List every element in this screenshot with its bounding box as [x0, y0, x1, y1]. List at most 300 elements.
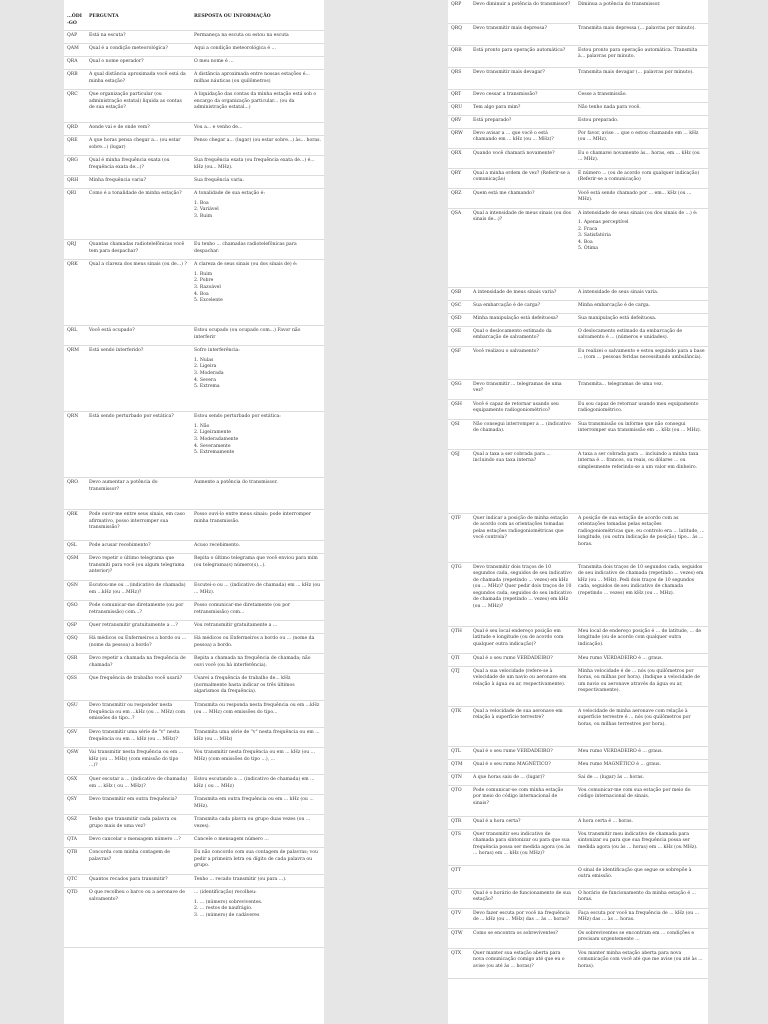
- answer-cell: [575, 0, 708, 23]
- answer-cell: [575, 419, 708, 449]
- question-text: Qual é o seu rumo VERDADEIRO?: [470, 746, 575, 759]
- table-body-right: [448, 0, 708, 978]
- answer-text: Escutei-o ou ... (indicativo de chamada) em ... kHz (ou ... MHz).: [194, 583, 321, 595]
- answer-cell: [575, 208, 708, 287]
- table-row: [448, 287, 708, 300]
- q-code: QSF: [448, 346, 470, 379]
- answer-text: Estou ocupado (ou ocupado com...) Favor não interferir: [194, 328, 301, 340]
- question-text: Quer indicar a posição de minha estação de acordo com as orientações tomadas pelas estações radiogoniométricas que você controla?: [470, 513, 575, 562]
- table-row: [448, 829, 708, 865]
- answer-text: Repita o último telegrama que você enviou para mim (ou telegrama(s) número(s)...).: [194, 556, 318, 568]
- table-row: [64, 795, 324, 815]
- table-body-left: [64, 31, 324, 948]
- answer-text: A velocidade de minha aeronave com relação à superfície terrestre é ... nós (ou quilômetros por horas, ou milhas terrestres por hora).: [578, 708, 691, 727]
- q-code: QAP: [64, 31, 86, 44]
- answer-text: Usarei a frequência de trabalho de... kHz (normalmente basta indicar os três últimos algarismos da frequência).: [194, 676, 295, 695]
- answer-cell: [575, 326, 708, 346]
- answer-cell: [575, 928, 708, 948]
- answer-cell: [575, 948, 708, 978]
- list-item: 1. Boa: [194, 200, 209, 206]
- list-item: 1. ... (número) sobreviventes.: [194, 899, 263, 905]
- answer-text: Vou a... e venho de...: [194, 125, 243, 131]
- question-text: Pode ouvir-me entre seus sinais, em caso afirmativo, posso interromper sua transmissão?: [86, 510, 191, 541]
- list-item: 3. Moderada: [194, 370, 224, 376]
- answer-cell: [191, 815, 324, 835]
- answer-text: É número ... (ou de acordo com qualquer indicação) (Referir-se a comunicação): [578, 170, 700, 183]
- answer-cell: [575, 816, 708, 829]
- question-text: Não consegui interromper a ... (indicativo de chamada).: [470, 419, 575, 449]
- answer-text: Permaneça na escuta ou estou na escuta: [194, 33, 289, 39]
- table-row: [64, 57, 324, 70]
- table-row: [64, 156, 324, 176]
- table-row: [448, 326, 708, 346]
- table-row: [448, 379, 708, 399]
- question-text: Quer escutar a ... (indicativo de chamada) em ... kHz ( ou ... MHz)?: [86, 775, 191, 795]
- table-row: [448, 115, 708, 128]
- question-text: Qual a velocidade de sua aeronave em relação à superfície terrestre?: [470, 706, 575, 746]
- list-item: 5. Extrema: [194, 384, 220, 390]
- answer-cell: [575, 45, 708, 67]
- question-text: A intensidade de meus sinais varia?: [470, 287, 575, 300]
- answer-cell: [575, 829, 708, 865]
- question-text: A qual distância aproximada você está da minha estação?: [86, 70, 191, 90]
- q-code: QRN: [64, 412, 86, 478]
- question-text: Está na escuta?: [86, 31, 191, 44]
- question-text: Há médicos ou Enfermeiros a bordo ou ... (nome da pessoa) a bordo?: [86, 634, 191, 654]
- question-text: Qual é o seu rumo VERDADEIRO?: [470, 653, 575, 666]
- q-code: QRC: [64, 90, 86, 123]
- answer-cell: [191, 346, 324, 412]
- q-code: QTN: [448, 772, 470, 785]
- answer-cell: [575, 379, 708, 399]
- list-item: 3. Ruim: [194, 213, 213, 219]
- answer-cell: [575, 449, 708, 513]
- q-code: QTL: [448, 746, 470, 759]
- question-text: Pode acusar recebimento?: [86, 541, 191, 554]
- answer-cell: [191, 70, 324, 90]
- answer-cell: [191, 674, 324, 701]
- table-row: [64, 875, 324, 888]
- question-text: [470, 865, 575, 888]
- answer-text: Minha velocidade é de ... nós (ou quilômetros por horas, ou milhas por hora). (Indique a velocidade de um navio ou aeronave através da água ou ar, respectivamente).: [578, 668, 700, 694]
- q-code: QSP: [64, 621, 86, 634]
- question-text: Devo diminuir a potência do transmissor?: [470, 0, 575, 23]
- answer-cell: [191, 775, 324, 795]
- question-text: Qual a sua velocidade (refere-se à velocidade de um navio ou aeronave em relação à água ou ar, respectivamente).: [470, 666, 575, 706]
- list-item: 4. Severa: [194, 377, 216, 383]
- header-answer: RESPOSTA OU INFORMAÇÃO: [191, 12, 324, 31]
- answer-text: Os sobreviventes se encontram em ... condições e precisam urgentemente ...: [578, 930, 695, 943]
- table-row: [64, 541, 324, 554]
- answer-cell: [191, 701, 324, 728]
- list-item: 2. Fraca: [578, 226, 598, 232]
- question-text: Devo transmitir em outra frequência?: [86, 795, 191, 815]
- q-code: QSH: [448, 399, 470, 419]
- q-code: QRP: [448, 0, 470, 23]
- table-row: [64, 31, 324, 44]
- q-code: QTA: [64, 835, 86, 848]
- table-row: [64, 44, 324, 57]
- table-row: [448, 313, 708, 326]
- answer-cell: [575, 759, 708, 772]
- table-row: [448, 148, 708, 168]
- answer-cell: [575, 399, 708, 419]
- table-header-row: [64, 12, 324, 31]
- answer-text: Cesse a transmissão.: [578, 91, 627, 97]
- table-row: [448, 67, 708, 89]
- answer-cell: [575, 772, 708, 785]
- answer-text: A tonalidade de sua estação é:: [194, 191, 265, 197]
- q-code: QRQ: [448, 23, 470, 45]
- q-code: QSA: [448, 208, 470, 287]
- list-item: 4. Boa: [578, 239, 593, 245]
- answer-cell: [191, 541, 324, 554]
- q-code: QTI: [448, 653, 470, 666]
- list-item: 5. Excelente: [194, 298, 223, 304]
- question-text: Qual é seu local endereço posição em latitude e longitude (ou de acordo com qualquer outra indicação)?: [470, 626, 575, 653]
- list-item: 3. ... (número) de cadáveres: [194, 912, 260, 918]
- list-item: 4. Boa: [194, 291, 209, 297]
- question-text: Qual é a hora certa?: [470, 816, 575, 829]
- q-code: QTX: [448, 948, 470, 978]
- q-code: QRU: [448, 102, 470, 115]
- answer-cell: [575, 562, 708, 626]
- q-code: QRY: [448, 168, 470, 188]
- answer-cell: [191, 136, 324, 156]
- table-row: [448, 948, 708, 978]
- answer-cell: [191, 478, 324, 510]
- table-row: [64, 478, 324, 510]
- answer-text: Sua frequência exata (ou frequência exata de...) é... kHz (ou... MHz).: [194, 158, 315, 170]
- q-code: QRR: [448, 45, 470, 67]
- answer-cell: [575, 666, 708, 706]
- q-code: QTV: [448, 908, 470, 928]
- q-code: QTU: [448, 888, 470, 908]
- question-text: Vai transmitir nesta frequência ou em ... kHz (ou ... MHz) (com emissão do tipo ...)?: [86, 748, 191, 775]
- q-code: QRD: [64, 123, 86, 136]
- document-page-right: [448, 0, 708, 1024]
- answer-scale-list: [194, 358, 321, 391]
- q-code: QRL: [64, 326, 86, 346]
- question-text: Devo transmitir mais depressa?: [470, 23, 575, 45]
- answer-cell: [191, 748, 324, 775]
- table-row: [64, 260, 324, 326]
- answer-text: Transmita dois traços de 10 segundos cada, seguidos de seu indicativo de chamada (repetindo ... vezes) em kHz (ou ... MHz). Pedi dois traços de 10 segundos cada, seguidos de seu indicativo de chamada (repetindo ... vezes) em kHz (ou ... MHz).: [578, 564, 704, 596]
- answer-text: Você está sendo chamado por ... em... kHz (ou ... MHz).: [578, 190, 692, 203]
- question-text: Qual é o seu rumo MAGNÉTICO?: [470, 759, 575, 772]
- list-item: 2. Ligeira: [194, 364, 217, 370]
- question-text: Devo cancelar o mensagem número ...?: [86, 835, 191, 848]
- answer-cell: [191, 31, 324, 44]
- answer-cell: [191, 875, 324, 888]
- question-text: Qual é a condição meteorológica?: [86, 44, 191, 57]
- table-row: [64, 621, 324, 634]
- answer-text: Transmita em outra frequência ou em ... kHz (ou ... MHz).: [194, 797, 314, 809]
- question-text: Está sendo interferido?: [86, 346, 191, 412]
- answer-cell: [575, 168, 708, 188]
- table-row: [64, 346, 324, 412]
- question-text: Quando você chamará novamente?: [470, 148, 575, 168]
- table-row: [448, 653, 708, 666]
- question-text: Que organização particular (ou administração estatal) liquida as contas de sua estação?: [86, 90, 191, 123]
- answer-text: Saí de ... (lugar) às ... horas.: [578, 774, 644, 780]
- answer-text: O meu nome é ...: [194, 59, 234, 65]
- question-text: Minha frequência varia?: [86, 176, 191, 189]
- answer-text: Estou sendo perturbado por estática:: [194, 414, 281, 420]
- list-item: 5. Extremamente: [194, 450, 235, 456]
- answer-text: Penso chegar a... (lugar) (ou estar sobre...) às... horas.: [194, 138, 321, 144]
- answer-text: A hora certa é ... horas.: [578, 818, 633, 824]
- question-text: Qual a intensidade de meus sinais (ou dos sinais de...)?: [470, 208, 575, 287]
- q-code-table-left: [64, 12, 324, 948]
- answer-text: Estou escutando a ... (indicativo de chamada) em ... kHz ( ou ... MHz): [194, 777, 315, 789]
- answer-text: ... (identificação) recolheu:: [194, 890, 257, 896]
- q-code: QSZ: [64, 815, 86, 835]
- answer-text: Sofro interferência:: [194, 348, 240, 354]
- q-code: QTH: [448, 626, 470, 653]
- answer-cell: [191, 621, 324, 634]
- q-code: QTB: [64, 848, 86, 875]
- q-code: QRO: [64, 478, 86, 510]
- table-row: [448, 208, 708, 287]
- q-code: QSX: [64, 775, 86, 795]
- q-code: QRX: [448, 148, 470, 168]
- table-row: [448, 562, 708, 626]
- q-code: QSD: [448, 313, 470, 326]
- table-row: [64, 412, 324, 478]
- answer-cell: [191, 510, 324, 541]
- question-text: Pode comunicar-me diretamente (ou por retransmissão) com...?: [86, 601, 191, 621]
- q-code: QRS: [448, 67, 470, 89]
- table-row: [448, 102, 708, 115]
- answer-text: Meu rumo VERDADEIRO é ... graus.: [578, 748, 663, 754]
- table-row: [448, 816, 708, 829]
- answer-cell: [575, 128, 708, 148]
- question-text: Devo repetir o último telegrama que transmiti para você (ou algum telegrama anterior)?: [86, 554, 191, 581]
- question-text: Quem está me chamando?: [470, 188, 575, 208]
- question-text: A que horas saiu de ... (lugar)?: [470, 772, 575, 785]
- q-code: QRJ: [64, 240, 86, 260]
- question-text: Sua embarcação é de carga?: [470, 300, 575, 313]
- table-row: [448, 626, 708, 653]
- table-row: [64, 601, 324, 621]
- answer-text: Posso ouvi-lo entre meus sinais: pode interromper minha transmissão.: [194, 512, 311, 524]
- question-text: Quantos recados para transmitir?: [86, 875, 191, 888]
- q-code: QTC: [64, 875, 86, 888]
- question-text: Que frequência de trabalho você usará?: [86, 674, 191, 701]
- answer-text: Eu sou capaz de retornar usando meu equipamento radiogoniométrico.: [578, 401, 699, 414]
- q-code: QSR: [64, 654, 86, 674]
- answer-text: Faça escuta por você na frequência de ... kHz (ou ... MHz) das ... às ... horas.: [578, 910, 700, 923]
- q-code: QSY: [64, 795, 86, 815]
- q-code: QRH: [64, 176, 86, 189]
- list-item: 5. Ótima: [578, 246, 599, 252]
- question-text: Devo avisar a ... que você o está chamando em ... kHz (ou ... MHz)?: [470, 128, 575, 148]
- answer-text: Acuso recebimento.: [194, 543, 241, 549]
- question-text: Devo transmitir ou responder nesta frequência ou em ...kHz (ou ... MHz) com emissões do tipo...?: [86, 701, 191, 728]
- table-row: [448, 346, 708, 379]
- table-row: [64, 654, 324, 674]
- question-text: Qual é minha frequência exata (ou frequência exata de...)?: [86, 156, 191, 176]
- answer-cell: [575, 908, 708, 928]
- answer-text: Transmita uma série de "v" nesta frequência ou em ... kHz (ou ... MHz): [194, 730, 320, 742]
- q-code: QTR: [448, 816, 470, 829]
- list-item: 1. Apenas perceptível: [578, 220, 629, 226]
- table-row: [64, 176, 324, 189]
- table-row: [64, 674, 324, 701]
- answer-cell: [191, 57, 324, 70]
- answer-cell: [191, 728, 324, 748]
- q-code: QSL: [64, 541, 86, 554]
- answer-text: Tenho ... recado transmitir (ou para ...).: [194, 877, 287, 883]
- q-code: QSG: [448, 379, 470, 399]
- answer-cell: [575, 89, 708, 102]
- answer-text: Transmita mais devagar (... palavras por minuto).: [578, 69, 694, 75]
- q-code: QRG: [64, 156, 86, 176]
- table-row: [448, 300, 708, 313]
- answer-text: Transmita mais depressa (... palavras por minuto).: [578, 25, 696, 31]
- answer-cell: [191, 412, 324, 478]
- table-row: [448, 908, 708, 928]
- answer-cell: [191, 326, 324, 346]
- question-text: Está preparado?: [470, 115, 575, 128]
- table-row: [64, 581, 324, 601]
- answer-text: Meu local de endereço posição é ... de latitude, ... de longitude (ou de acordo com qualquer outra indicação).: [578, 628, 702, 647]
- question-text: Tem algo para mim?: [470, 102, 575, 115]
- q-code: QSS: [64, 674, 86, 701]
- question-text: Tenho que transmitir cada palavra ou grupo mais de uma vez?: [86, 815, 191, 835]
- q-code: QSC: [448, 300, 470, 313]
- q-code: QSO: [64, 601, 86, 621]
- question-text: Está sendo perturbado por estática?: [86, 412, 191, 478]
- list-item: 2. Pobre: [194, 278, 214, 284]
- answer-cell: [575, 785, 708, 816]
- list-item: 2. Ligeiramente: [194, 430, 232, 436]
- answer-text: Vou transmitir nesta frequência ou em ... kHz (ou ... MHz) (com emissões do tipo ...), ...: [194, 750, 316, 762]
- q-code: QAM: [64, 44, 86, 57]
- list-item: 1. Ruim: [194, 271, 213, 277]
- question-text: Aonde vai e de onde vem?: [86, 123, 191, 136]
- q-code: QSE: [448, 326, 470, 346]
- answer-text: Eu o chamarei novamente às... horas, em ... kHz (ou ... MHz).: [578, 150, 700, 163]
- table-row: [64, 240, 324, 260]
- q-code-table-right: [448, 0, 708, 979]
- answer-text: Vou transmitir meu indicativo de chamada para sintonizar ou para que sua frequência possa ser medida agora (ou às ... horas) em ... kHz (ou MHz).: [578, 831, 698, 850]
- q-code: QRW: [448, 128, 470, 148]
- q-code: QTO: [448, 785, 470, 816]
- answer-cell: [191, 554, 324, 581]
- answer-cell: [191, 835, 324, 848]
- answer-text: Por favor, avise ... que o estou chamando em ... kHz (ou ... MHz).: [578, 130, 699, 143]
- answer-text: Transmita cada plavra ou grupo duas vezes (ou ... vezes).: [194, 817, 311, 829]
- q-code: QRA: [64, 57, 86, 70]
- answer-cell: [191, 240, 324, 260]
- q-code: QSV: [64, 728, 86, 748]
- answer-cell: [575, 148, 708, 168]
- answer-scale-list: [194, 424, 321, 457]
- answer-cell: [575, 67, 708, 89]
- table-row: [448, 746, 708, 759]
- table-row: [64, 815, 324, 835]
- question-text: Devo transmitir mais devagar?: [470, 67, 575, 89]
- q-code: QRZ: [448, 188, 470, 208]
- q-code: QSQ: [64, 634, 86, 654]
- answer-cell: [191, 156, 324, 176]
- answer-cell: [575, 888, 708, 908]
- q-code: QRM: [64, 346, 86, 412]
- list-item: 1. Não: [194, 423, 210, 429]
- table-row: [64, 510, 324, 541]
- answer-text: Repita a chamada na frequência de chamada; não ouvi você (ou há interferência).: [194, 656, 311, 668]
- question-text: Qual o deslocamento estimado da embarcação de salvamento?: [470, 326, 575, 346]
- table-row: [64, 701, 324, 728]
- q-code: QRB: [64, 70, 86, 90]
- answer-cell: [191, 581, 324, 601]
- table-row: [448, 666, 708, 706]
- answer-cell: [575, 653, 708, 666]
- answer-cell: [191, 44, 324, 57]
- table-row: [448, 399, 708, 419]
- answer-text: Meu rumo MAGNÉTICO é ... graus.: [578, 761, 661, 767]
- table-row: [448, 449, 708, 513]
- q-code: QRE: [64, 136, 86, 156]
- table-row: [448, 865, 708, 888]
- question-text: Devo aumentar a potência do transmissor?: [86, 478, 191, 510]
- question-text: Quer manter sua estação aberta para nova comunicação comigo até que eu o avise (ou até às ... horas)?: [470, 948, 575, 978]
- answer-cell: [575, 115, 708, 128]
- answer-text: Transmita ou responda nesta frequência ou em ...kHz (ou ... MHz) com emissões do tipo...: [194, 703, 320, 715]
- table-row: [448, 128, 708, 148]
- table-row: [448, 785, 708, 816]
- q-code: QSN: [64, 581, 86, 601]
- table-row: [64, 326, 324, 346]
- question-text: Qual é o horário de funcionamento de sua estação?: [470, 888, 575, 908]
- q-code: QSB: [448, 287, 470, 300]
- q-code: QTD: [64, 888, 86, 948]
- q-code: QSW: [64, 748, 86, 775]
- table-row: [64, 748, 324, 775]
- q-code: QTM: [448, 759, 470, 772]
- table-row: [64, 136, 324, 156]
- question-text: Devo transmitir uma série de "v" nesta frequência ou em ... kHz (ou ... MHz)?: [86, 728, 191, 748]
- table-row: [448, 45, 708, 67]
- question-text: Minha manipulação está defeituosa?: [470, 313, 575, 326]
- table-row: [64, 123, 324, 136]
- q-code: QTT: [448, 865, 470, 888]
- answer-text: Eu não concordo com sua contagem de palavras; vou pedir a primeira letra ou dígito de cada palavra ou grupo.: [194, 850, 318, 869]
- answer-cell: [575, 865, 708, 888]
- question-text: Você está ocupado?: [86, 326, 191, 346]
- answer-cell: [191, 848, 324, 875]
- answer-text: O deslocamento estimado da embarcação de salvamento é ... (números e unidades).: [578, 328, 683, 341]
- answer-text: Transmita... telegramas de uma vez.: [578, 381, 663, 387]
- answer-text: Posso comunicar-me diretamente (ou por retransmissão) com...: [194, 603, 291, 615]
- table-row: [448, 89, 708, 102]
- question-text: Qual o nome operador?: [86, 57, 191, 70]
- question-text: Quantas chamadas radiotelefônicas você tem para despachar?: [86, 240, 191, 260]
- question-text: Concorda com minha contagem de palavras?: [86, 848, 191, 875]
- answer-cell: [575, 706, 708, 746]
- list-item: 2. Variável: [194, 207, 219, 213]
- answer-cell: [191, 601, 324, 621]
- question-text: Como se encontra os sobreviventes?: [470, 928, 575, 948]
- question-text: Você é capaz de retornar usando seu equipamento radiogoniométrico?: [470, 399, 575, 419]
- q-code: QTK: [448, 706, 470, 746]
- answer-text: O horário de funcionamento da minha estação é ... horas.: [578, 890, 696, 903]
- answer-cell: [191, 634, 324, 654]
- table-row: [448, 706, 708, 746]
- question-text: Devo cessar a transmissão?: [470, 89, 575, 102]
